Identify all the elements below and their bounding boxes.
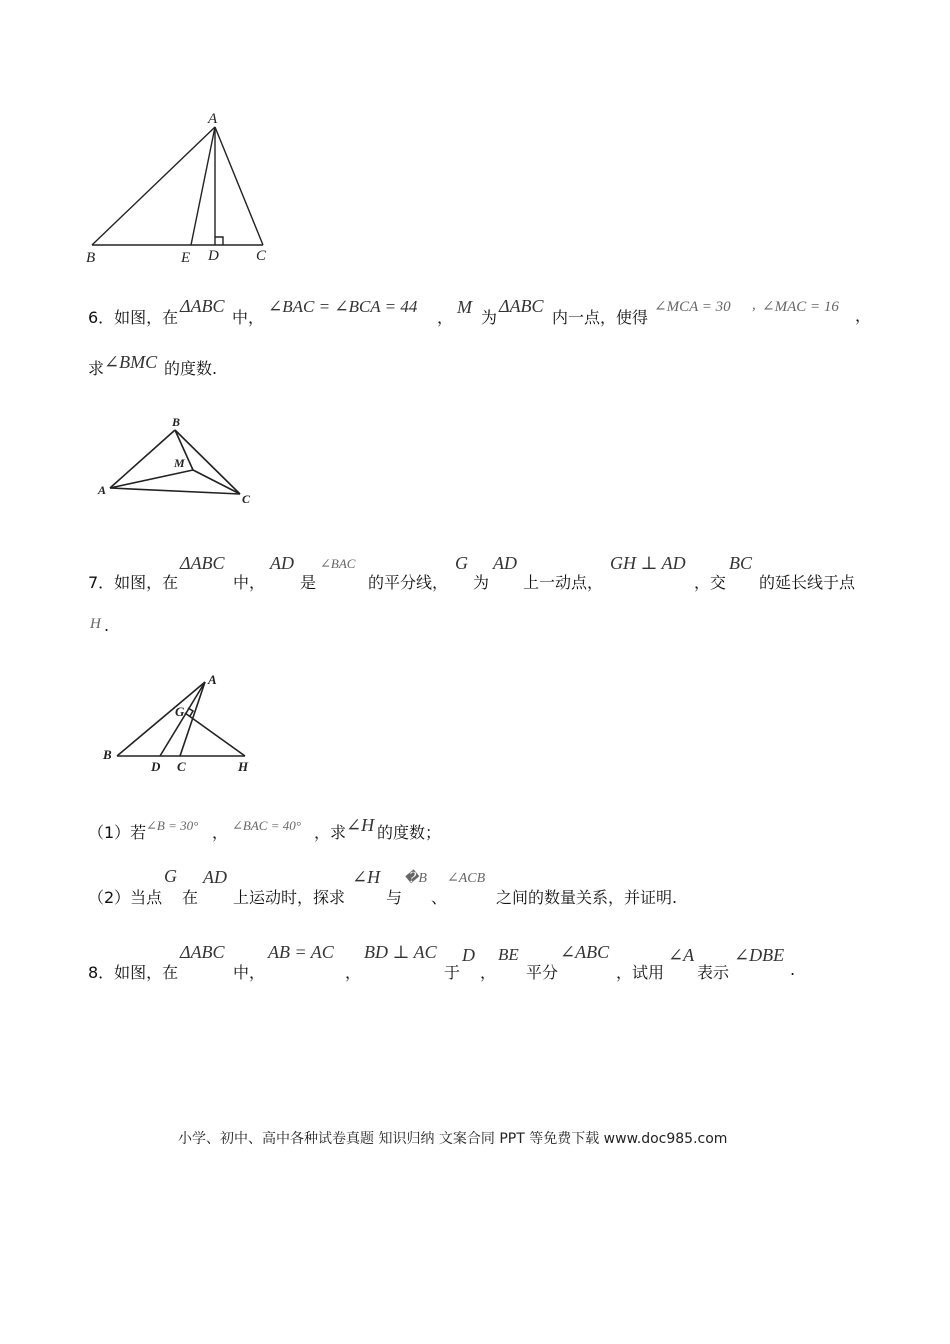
segment-gh — [185, 713, 245, 756]
q6-triangle-2: ΔABC — [499, 296, 544, 316]
q7-gh-perp-ad: GH ⊥ AD — [610, 553, 686, 573]
q7p2-text-e: 、 — [431, 888, 448, 907]
q8-text-4: ， — [480, 963, 497, 982]
segment-cm — [193, 470, 240, 494]
q7-point-g: G — [455, 553, 468, 573]
q6-text-2: ， — [437, 308, 454, 327]
q7-text-2: 是 — [300, 573, 317, 592]
label-c: C — [242, 492, 251, 506]
q7p2-text-c: 上运动时，探求 — [233, 888, 346, 907]
q6-angle-bmc: ∠BMC — [104, 352, 158, 372]
figure-triangle-abc-altitude — [80, 105, 280, 270]
q7p2-angle-b: �B — [404, 871, 427, 886]
q8-text-3: 于 — [444, 963, 461, 982]
label-c: C — [256, 248, 267, 264]
q7-angle-bac: ∠BAC — [320, 556, 356, 571]
q6-comma: , — [752, 297, 756, 313]
right-angle-mark — [215, 237, 223, 245]
q7p2-text-a: （2）当点 — [88, 888, 163, 907]
q7p1-angle-bac: ∠BAC = 40° — [232, 818, 301, 833]
q7-bc: BC — [729, 553, 753, 573]
q8-text-8: . — [790, 960, 796, 979]
label-a: A — [208, 672, 217, 687]
label-h: H — [238, 759, 249, 774]
q7p2-point-g: G — [164, 866, 177, 886]
q7p1-text-a: （1）若 — [88, 823, 147, 842]
q6-line2-text-b: 的度数. — [164, 359, 218, 378]
q7-text-7: 的延长线于点 — [759, 573, 856, 592]
label-c: C — [177, 759, 186, 774]
q7-ad-2: AD — [493, 553, 517, 573]
label-e: E — [181, 250, 191, 266]
label-a: A — [98, 483, 107, 497]
q6-number: 6．如图，在 — [88, 308, 179, 327]
q7p2-text-b: 在 — [182, 888, 199, 907]
label-b: B — [172, 415, 181, 429]
figure-triangle-point-m — [90, 410, 265, 510]
q7p1-angle-b: ∠B = 30° — [146, 818, 199, 833]
q7-text-4: 为 — [473, 573, 490, 592]
figure-angle-bisector — [95, 668, 265, 778]
segment-am — [110, 470, 193, 488]
q6-point-m: M — [457, 297, 472, 317]
q8-point-d: D — [462, 945, 475, 965]
q7-text-1: 中， — [233, 573, 266, 592]
q8-triangle: ΔABC — [180, 942, 225, 962]
q6-text-4: 内一点，使得 — [552, 308, 649, 327]
q7p2-angle-acb: ∠ACB — [447, 871, 486, 886]
q6-triangle: ΔABC — [180, 296, 225, 316]
q7-ad: AD — [270, 553, 294, 573]
q6-text-1: 中， — [232, 308, 265, 327]
label-b: B — [86, 250, 96, 266]
label-d: D — [151, 759, 161, 774]
q7-point-h: H — [90, 616, 101, 632]
label-a: A — [208, 111, 218, 127]
q7p2-ad: AD — [203, 867, 227, 887]
segment-ad — [160, 682, 205, 756]
q7p1-text-d: ，求 — [314, 823, 347, 842]
q7-text-3: 的平分线， — [368, 573, 449, 592]
label-m: M — [174, 456, 185, 470]
q6-angle-equation: ∠BAC = ∠BCA = 44 — [268, 297, 418, 316]
segment-bc — [175, 430, 240, 494]
q6-text-5: ， — [855, 306, 872, 325]
q7-dot: . — [104, 616, 110, 635]
q6-angle-mca: ∠MCA = 30 — [654, 299, 731, 315]
q8-angle-abc: ∠ABC — [560, 942, 610, 962]
q7p2-angle-h: ∠H — [352, 867, 381, 887]
q8-text-2: ， — [345, 963, 362, 982]
segment-ba — [110, 430, 175, 488]
q7p1-text-e: 的度数； — [377, 823, 442, 842]
label-b: B — [103, 747, 112, 762]
q6-text-3: 为 — [481, 308, 498, 327]
q7-number: 7．如图，在 — [88, 573, 179, 592]
segment-ac — [215, 127, 263, 245]
q7p1-angle-h: ∠H — [346, 815, 375, 835]
q8-text-5: 平分 — [526, 963, 559, 982]
label-g: G — [175, 704, 185, 719]
footer-text: 小学、初中、高中各种试卷真题 知识归纳 文案合同 PPT 等免费下载 www.doc985.com — [178, 1131, 728, 1147]
segment-ac — [110, 488, 240, 494]
label-d: D — [208, 248, 219, 264]
segment-ae — [191, 127, 215, 245]
q7-text-6: ，交 — [694, 573, 727, 592]
q7p2-text-f: 之间的数量关系，并证明. — [496, 888, 678, 907]
q7p1-text-c: ， — [212, 823, 229, 842]
segment-ab — [92, 127, 215, 245]
q7-text-5: 上一动点， — [523, 573, 604, 592]
q8-be: BE — [498, 945, 519, 964]
q8-text-7: 表示 — [697, 963, 730, 982]
q6-angle-mac: ∠MAC = 16 — [762, 299, 839, 315]
q8-text-1: 中， — [233, 963, 266, 982]
q8-ab-eq-ac: AB = AC — [268, 942, 334, 962]
q6-line2-text-a: 求 — [88, 359, 105, 378]
q7p2-text-d: 与 — [386, 888, 403, 907]
q8-bd-perp-ac: BD ⊥ AC — [364, 942, 437, 962]
q8-angle-a: ∠A — [668, 945, 695, 965]
q8-angle-dbe: ∠DBE — [734, 945, 785, 965]
q8-text-6: ，试用 — [616, 963, 665, 982]
q7-triangle: ΔABC — [180, 553, 225, 573]
q8-number: 8．如图，在 — [88, 963, 179, 982]
